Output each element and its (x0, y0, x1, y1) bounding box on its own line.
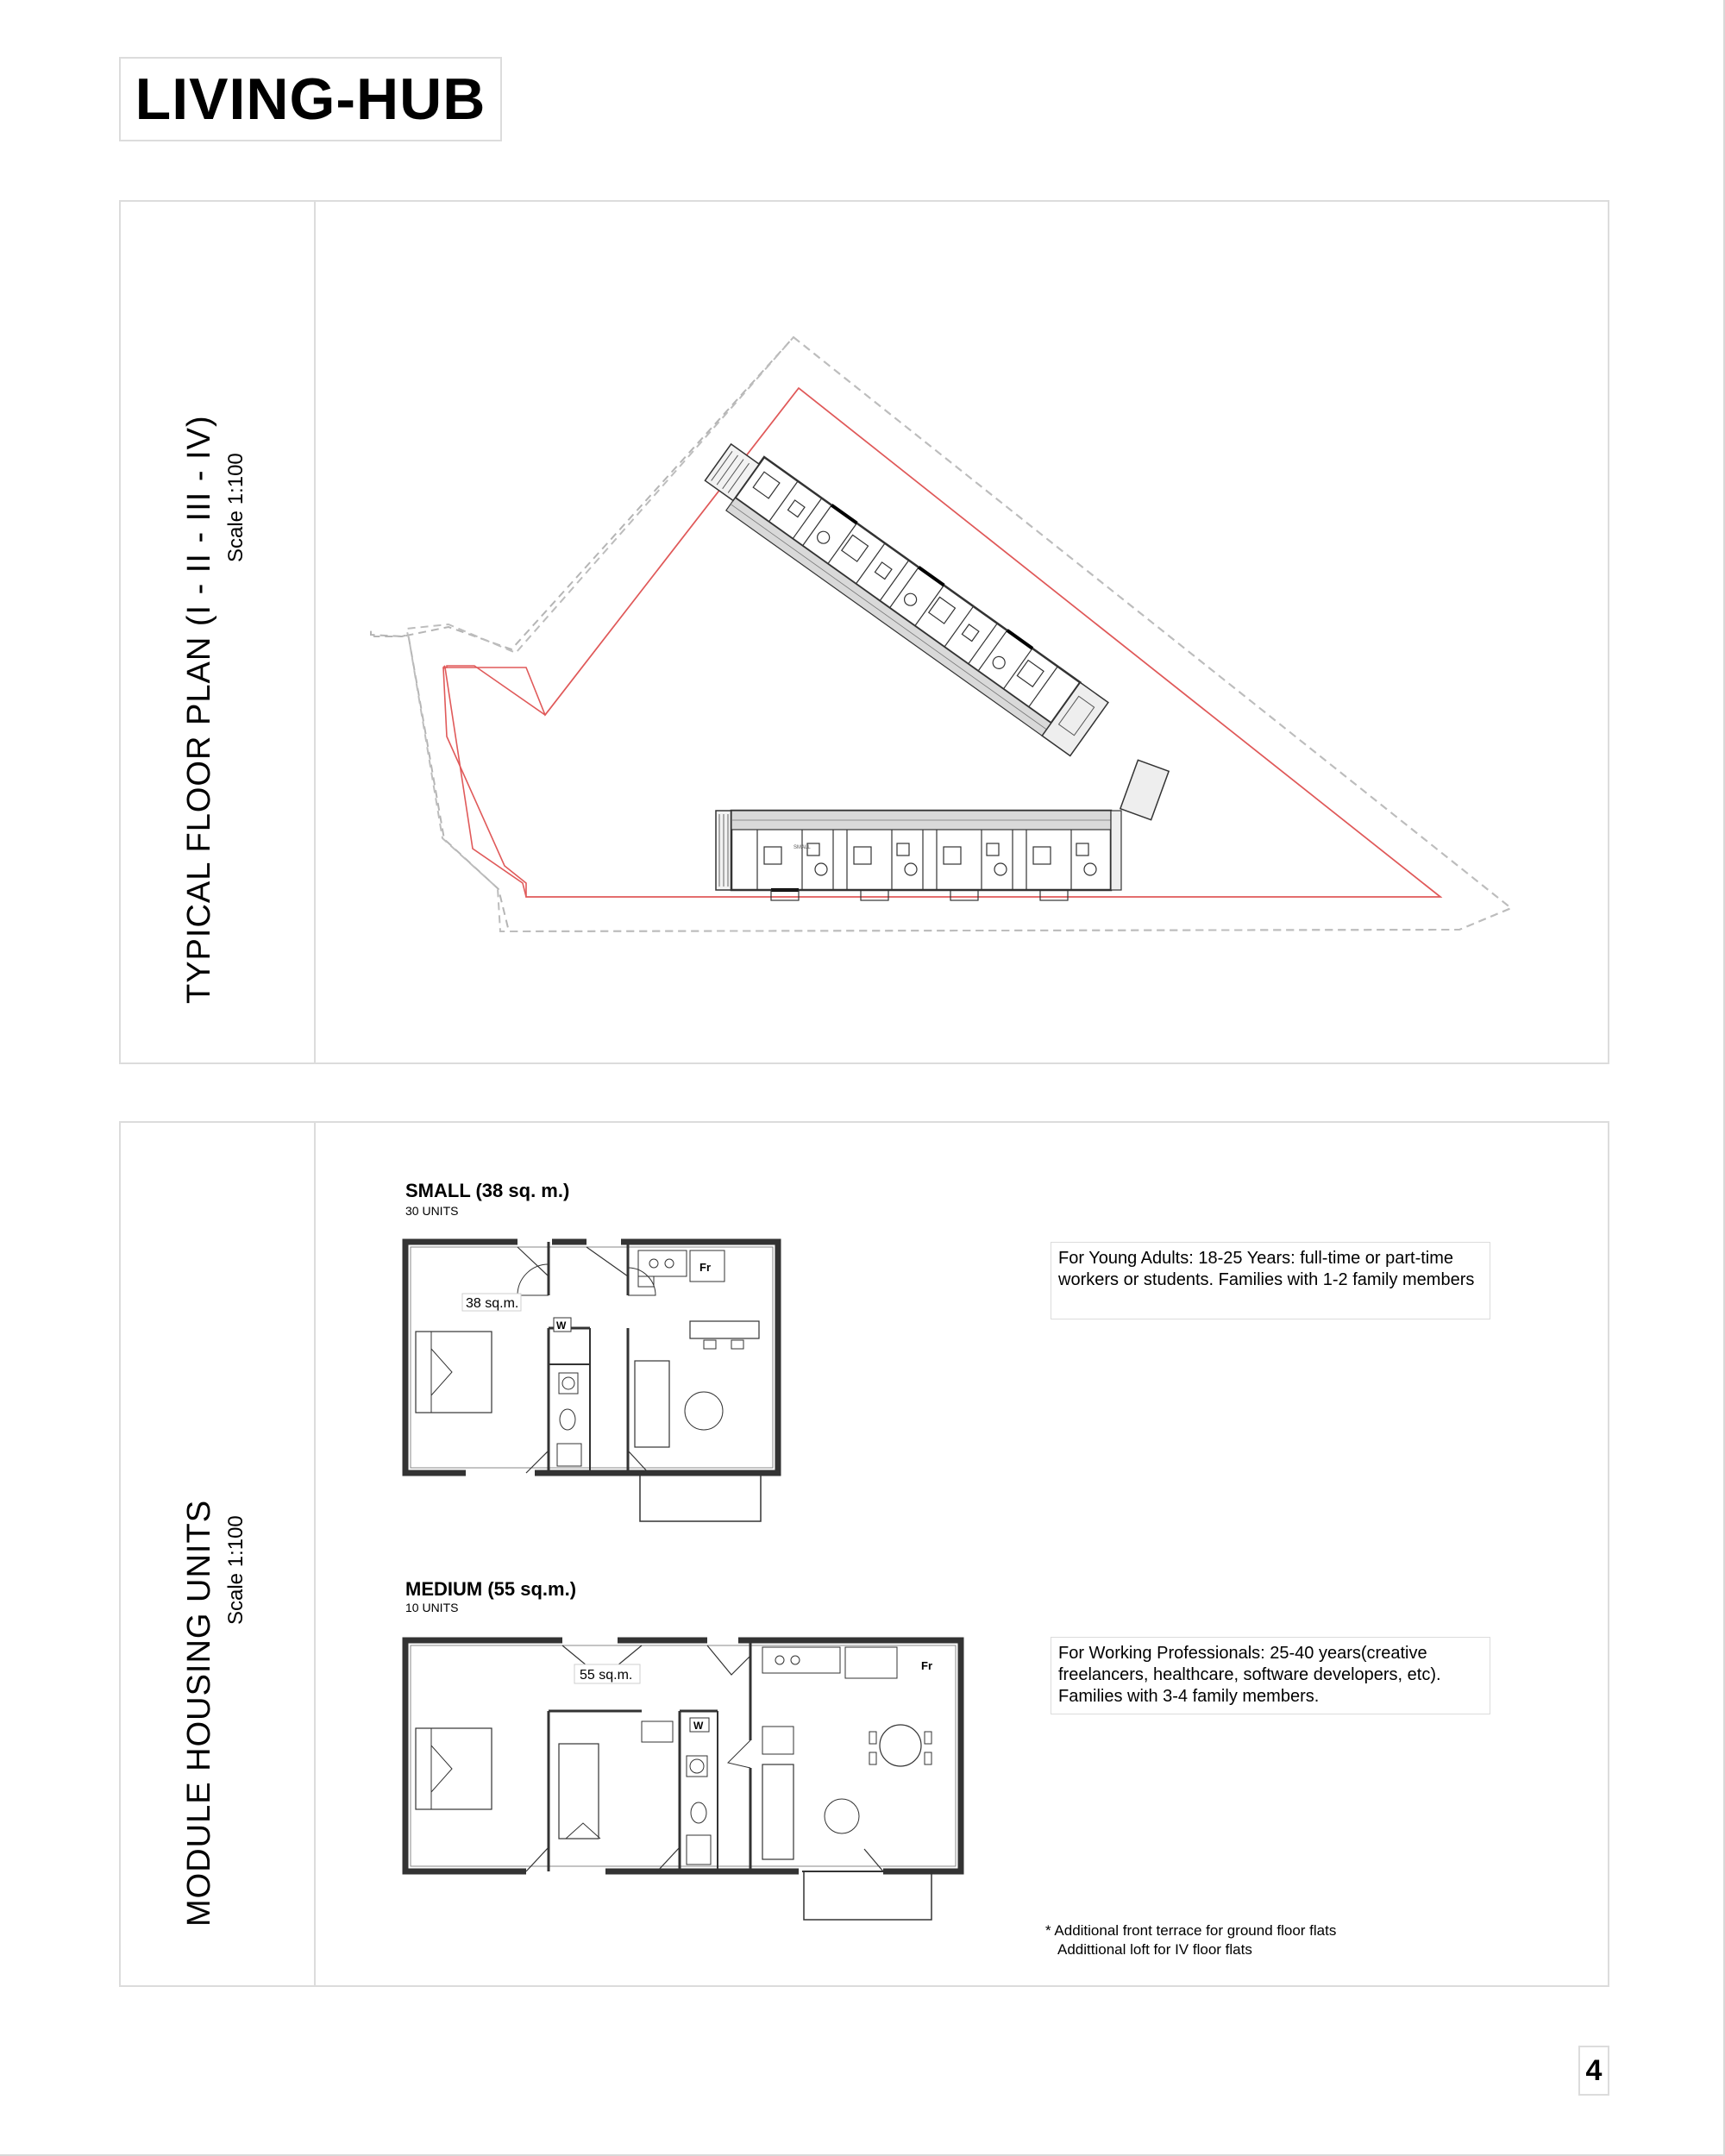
medium-unit-fridge-label: Fr (921, 1659, 932, 1672)
module-units-scale: Scale 1:100 (224, 1515, 248, 1625)
floor-plan-title: TYPICAL FLOOR PLAN (I - II - III - IV) (181, 415, 217, 1004)
floor-plan-scale: Scale 1:100 (224, 453, 248, 562)
note-loft: Addittional loft for IV floor flats (1057, 1941, 1252, 1958)
floor-plan-unit-tag: SMALL (794, 845, 811, 850)
medium-unit-plan (121, 1123, 1608, 1985)
note-terrace: * Additional front terrace for ground floor flats (1045, 1922, 1337, 1939)
small-unit-area-label: 38 sq.m. (466, 1296, 519, 1311)
small-unit-count: 30 UNITS (405, 1204, 459, 1218)
module-units-panel (119, 1121, 1609, 1987)
medium-unit-count: 10 UNITS (405, 1601, 459, 1614)
sheet-title: LIVING-HUB (119, 57, 502, 141)
small-unit-description: For Young Adults: 18-25 Years: full-time or part-time workers or students. Families with 1-2 family members (1051, 1242, 1490, 1319)
medium-unit-description: For Working Professionals: 25-40 years(creative freelancers, healthcare, software developers, etc). Families with 3-4 family members. (1051, 1637, 1490, 1714)
page-number: 4 (1578, 2046, 1609, 2096)
small-unit-title: SMALL (38 sq. m.) (405, 1180, 570, 1201)
medium-unit-title: MEDIUM (55 sq.m.) (405, 1578, 577, 1600)
site-floor-plan-drawing (121, 202, 1608, 1062)
floor-plan-panel (119, 200, 1609, 1064)
module-units-title: MODULE HOUSING UNITS (181, 1499, 217, 1927)
medium-unit-area-label: 55 sq.m. (580, 1668, 633, 1683)
medium-unit-wardrobe-label: W (693, 1720, 704, 1732)
small-unit-fridge-label: Fr (699, 1261, 711, 1274)
small-unit-wardrobe-label: W (556, 1319, 567, 1332)
